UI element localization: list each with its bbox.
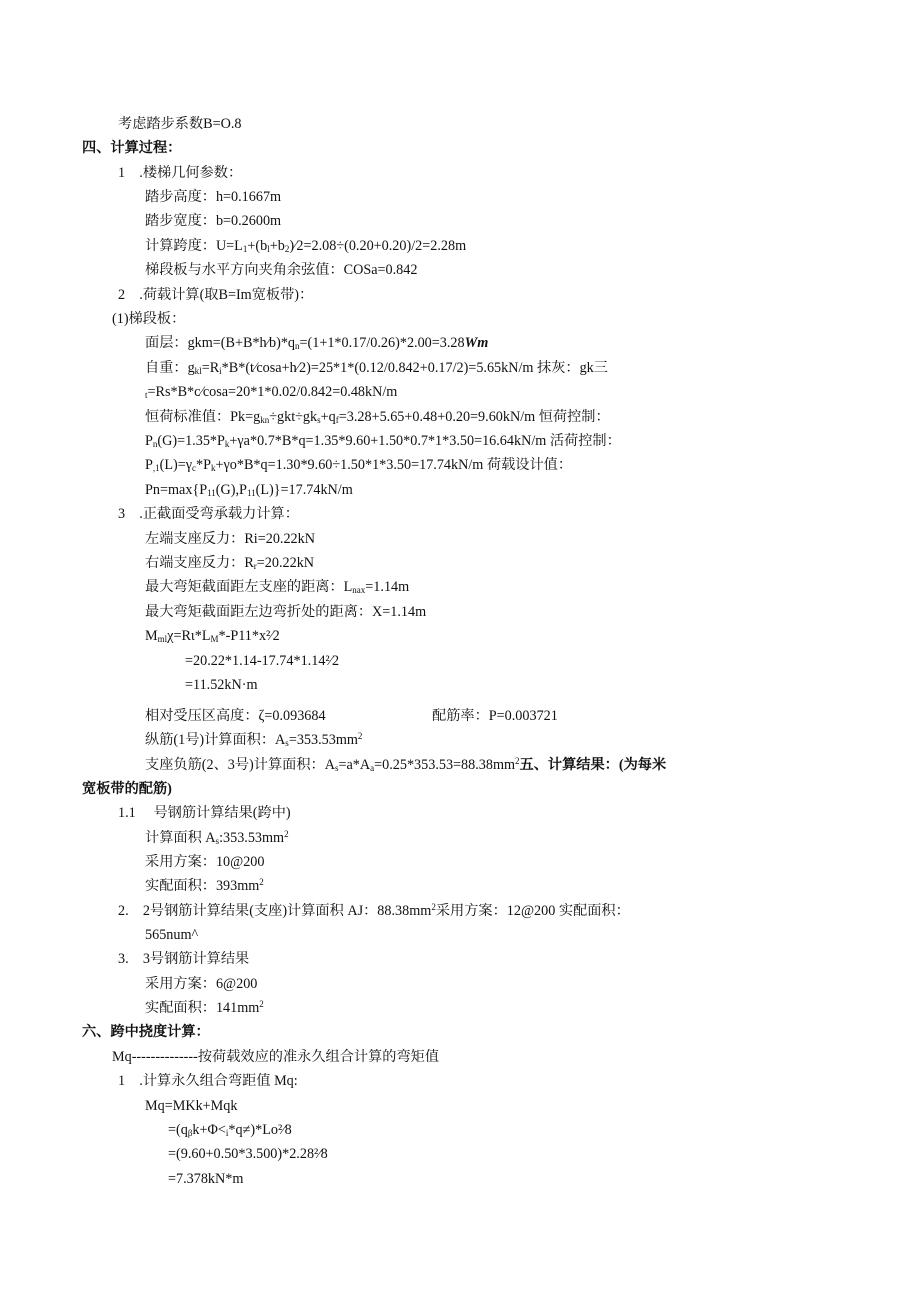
text-line: 右端支座反力：$R_r=20.22kN$	[145, 555, 315, 571]
text-line: 恒荷标准值：$Pk=g_{kn}\div gkt\div gk_s+q_f=3.28+5.65+0.48+0.20=9.60kN/m$ 恒荷控制：	[145, 409, 610, 425]
subsection-heading: (1)梯段板：	[112, 311, 186, 327]
text-line: 踏步宽度：b=0.2600m	[145, 213, 282, 229]
formula-line: Mq=MKk+Mqk	[145, 1098, 238, 1114]
text-line: 最大弯矩截面距左支座的距离：$L_{nax}=1.14m$	[145, 579, 410, 595]
text-line: 自重：$g_{kl}=R_i*B*(t⁄\cos a+h⁄2)=25*1*(0.12/0.842+0.17/2)=5.65kN/m$ 抹灰：gk三	[145, 360, 608, 376]
subsection-heading: 1 .楼梯几何参数：	[118, 165, 243, 181]
formula-line: =20.22*1.14-17.74*1.14²⁄2	[185, 653, 340, 669]
text-line: 565num^	[145, 927, 199, 943]
text-line: $Pn=\max\{P_{11}(G),P_{11}(L)\}=17.74kN/m$	[145, 482, 353, 498]
text-line: 计算跨度：$U=L_1+(b_l+b_2)⁄2=2.08\div(0.20+0.20)/2=2.28m$	[145, 238, 467, 254]
text-line: 支座负筋(2、3号)计算面积：$A_s=a*A_a=0.25*353.53=88.38mm^2$五、计算结果：(为每米	[145, 756, 667, 773]
section-heading: 四、计算过程：	[82, 140, 182, 156]
text-line: $_t$=Rs*B*c⁄cosa=20*1*0.02/0.842=0.48kN/m	[145, 384, 398, 400]
text-line: 采用方案：10@200	[145, 854, 265, 870]
text-line: 梯段板与水平方向夹角余弦值：COSa=0.842	[145, 262, 418, 278]
text-line: 2. 2号钢筋计算结果(支座)计算面积 AJ：$88.38mm^2$采用方案：12@200 实配面积：	[118, 902, 630, 919]
section-heading: 五、计算结果：(为每米	[519, 757, 667, 773]
text-line: 纵筋(1号)计算面积：$A_s=353.53mm^2$	[145, 731, 363, 748]
section-heading-cont: 宽板带的配筋)	[82, 781, 172, 797]
text-line: 实配面积：$141mm^2$	[145, 999, 264, 1016]
subsection-heading: 3. 3号钢筋计算结果	[118, 951, 250, 967]
text-line: 踏步高度：h=0.1667m	[145, 189, 282, 205]
text-line: 采用方案：6@200	[145, 976, 258, 992]
text-line: 实配面积：$393mm^2$	[145, 877, 264, 894]
text-line: 考虑踏步系数B=O.8	[118, 116, 242, 132]
text-line: 左端支座反力：Ri=20.22kN	[145, 531, 315, 547]
formula-line: =7.378kN*m	[168, 1171, 244, 1187]
text-line: 最大弯矩截面距左边弯折处的距离：X=1.14m	[145, 604, 427, 620]
formula-line: =(9.60+0.50*3.500)*2.28²⁄8	[168, 1146, 328, 1162]
text-line: $P_n(G)=1.35*P_k+\gamma a*0.7*B*q=1.35*9.60+1.50*0.7*1*3.50=16.64kN/m$ 活荷控制：	[145, 433, 621, 449]
section-heading: 六、跨中挠度计算：	[82, 1024, 210, 1040]
text-line: Mq--------------按荷载效应的准永久组合计算的弯矩值	[112, 1049, 440, 1065]
subsection-heading: 1.1 号钢筋计算结果(跨中)	[118, 805, 291, 821]
text-line: 配筋率：P=0.003721	[432, 708, 558, 724]
subsection-heading: 1 .计算永久组合弯距值 Mq:	[118, 1073, 298, 1089]
text-line: 计算面积 $A_s:353.53mm^2$	[145, 829, 289, 846]
formula-line: $M_{ml}\chi=R\iota*L_M*-P11*x^2⁄2$	[145, 628, 280, 644]
subsection-heading: 3 .正截面受弯承载力计算：	[118, 506, 299, 522]
formula-line: =11.52kN·m	[185, 677, 258, 693]
formula-line: $=(q_\beta k+\Phi<_i*q\ne)*Lo^2⁄8$	[168, 1122, 292, 1138]
subsection-heading: 2 .荷载计算(取B=Im宽板带)：	[118, 287, 314, 303]
text-line: 相对受压区高度：ζ=0.093684	[145, 708, 326, 724]
text-line: $P_{,1}(L)=\gamma_c*P_k+\gamma o*B*q=1.30*9.60\div 1.50*1*3.50=17.74kN/m$ 荷载设计值：	[145, 457, 573, 473]
text-line: 面层：$gkm=(B+B*h⁄b)*q_n=(1+1*0.17/0.26)*2.00=3.28Wm$	[145, 335, 489, 351]
